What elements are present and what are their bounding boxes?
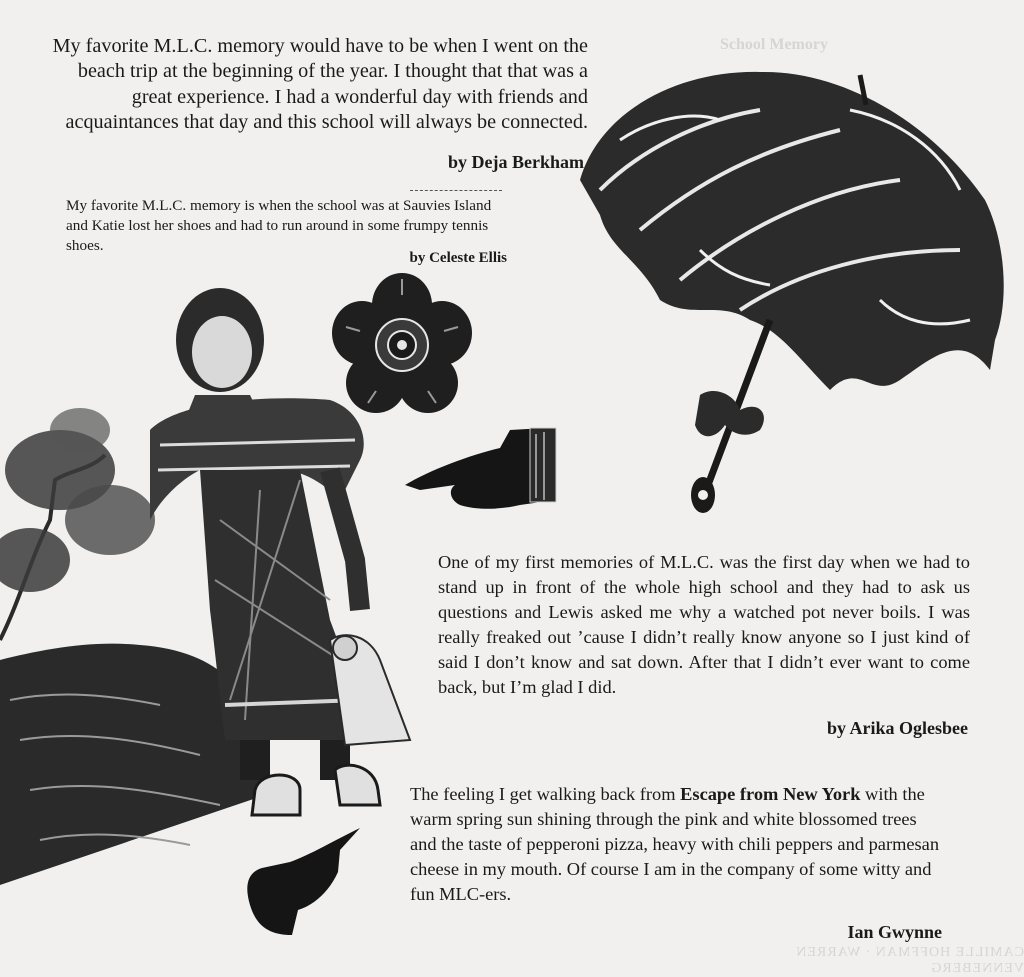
flower-illustration bbox=[332, 273, 472, 413]
restaurant-name: Escape from New York bbox=[680, 784, 861, 804]
memory-entry-4-text-start: The feeling I get walking back from bbox=[410, 784, 681, 804]
bleed-heading: School Memory bbox=[720, 36, 828, 53]
memory-entry-1-text: My favorite M.L.C. memory would have to be when I went on the beach trip at the beginning of the year. I thought that that was a great experience. I had a wonderful day with friends and acquaintances that day and this school will always be connected. bbox=[52, 35, 588, 134]
memory-entry-1-author: by Deja Berkham bbox=[448, 152, 584, 172]
memory-entry-2-author: by Celeste Ellis bbox=[409, 250, 507, 266]
tree-illustration bbox=[0, 408, 155, 640]
divider bbox=[410, 190, 502, 191]
bleed-footer: CAMILLE HOFFMAN · WARREN VENNEBERG bbox=[795, 945, 1024, 976]
memory-entry-4-author: Ian Gwynne bbox=[847, 922, 942, 942]
parasol-illustration bbox=[580, 72, 1004, 513]
memory-entry-4-text-end: with the warm spring sun shining through the pink and white blossomed trees and the taste of pepperoni pizza, heavy with chili peppers and parmesan cheese in my mouth. Of course I am in the company of some witty and fun MLC-ers. bbox=[410, 784, 940, 905]
pointing-hand-illustration bbox=[247, 828, 360, 935]
memory-entry-3-author: by Arika Oglesbee bbox=[826, 718, 968, 738]
memory-entry-2-text: My favorite M.L.C. memory is when the school was at Sauvies Island and Katie lost her shoes and had to run around in some frumpy tennis shoes. bbox=[66, 197, 492, 254]
pointing-hand-illustration bbox=[405, 428, 556, 509]
memory-entry-3-text: One of my first memories of M.L.C. was the first day when we had to stand up in front of the whole high school and they had to ask us questions and Lewis asked me why a watched pot never boils. I was really freaked out ’cause I didn’t really know anyone so I just kind of said I don’t know and sat down. After that I didn’t ever want to come back, but I’m glad I did. bbox=[438, 552, 970, 698]
memory-entry-4-text bbox=[410, 782, 942, 907]
